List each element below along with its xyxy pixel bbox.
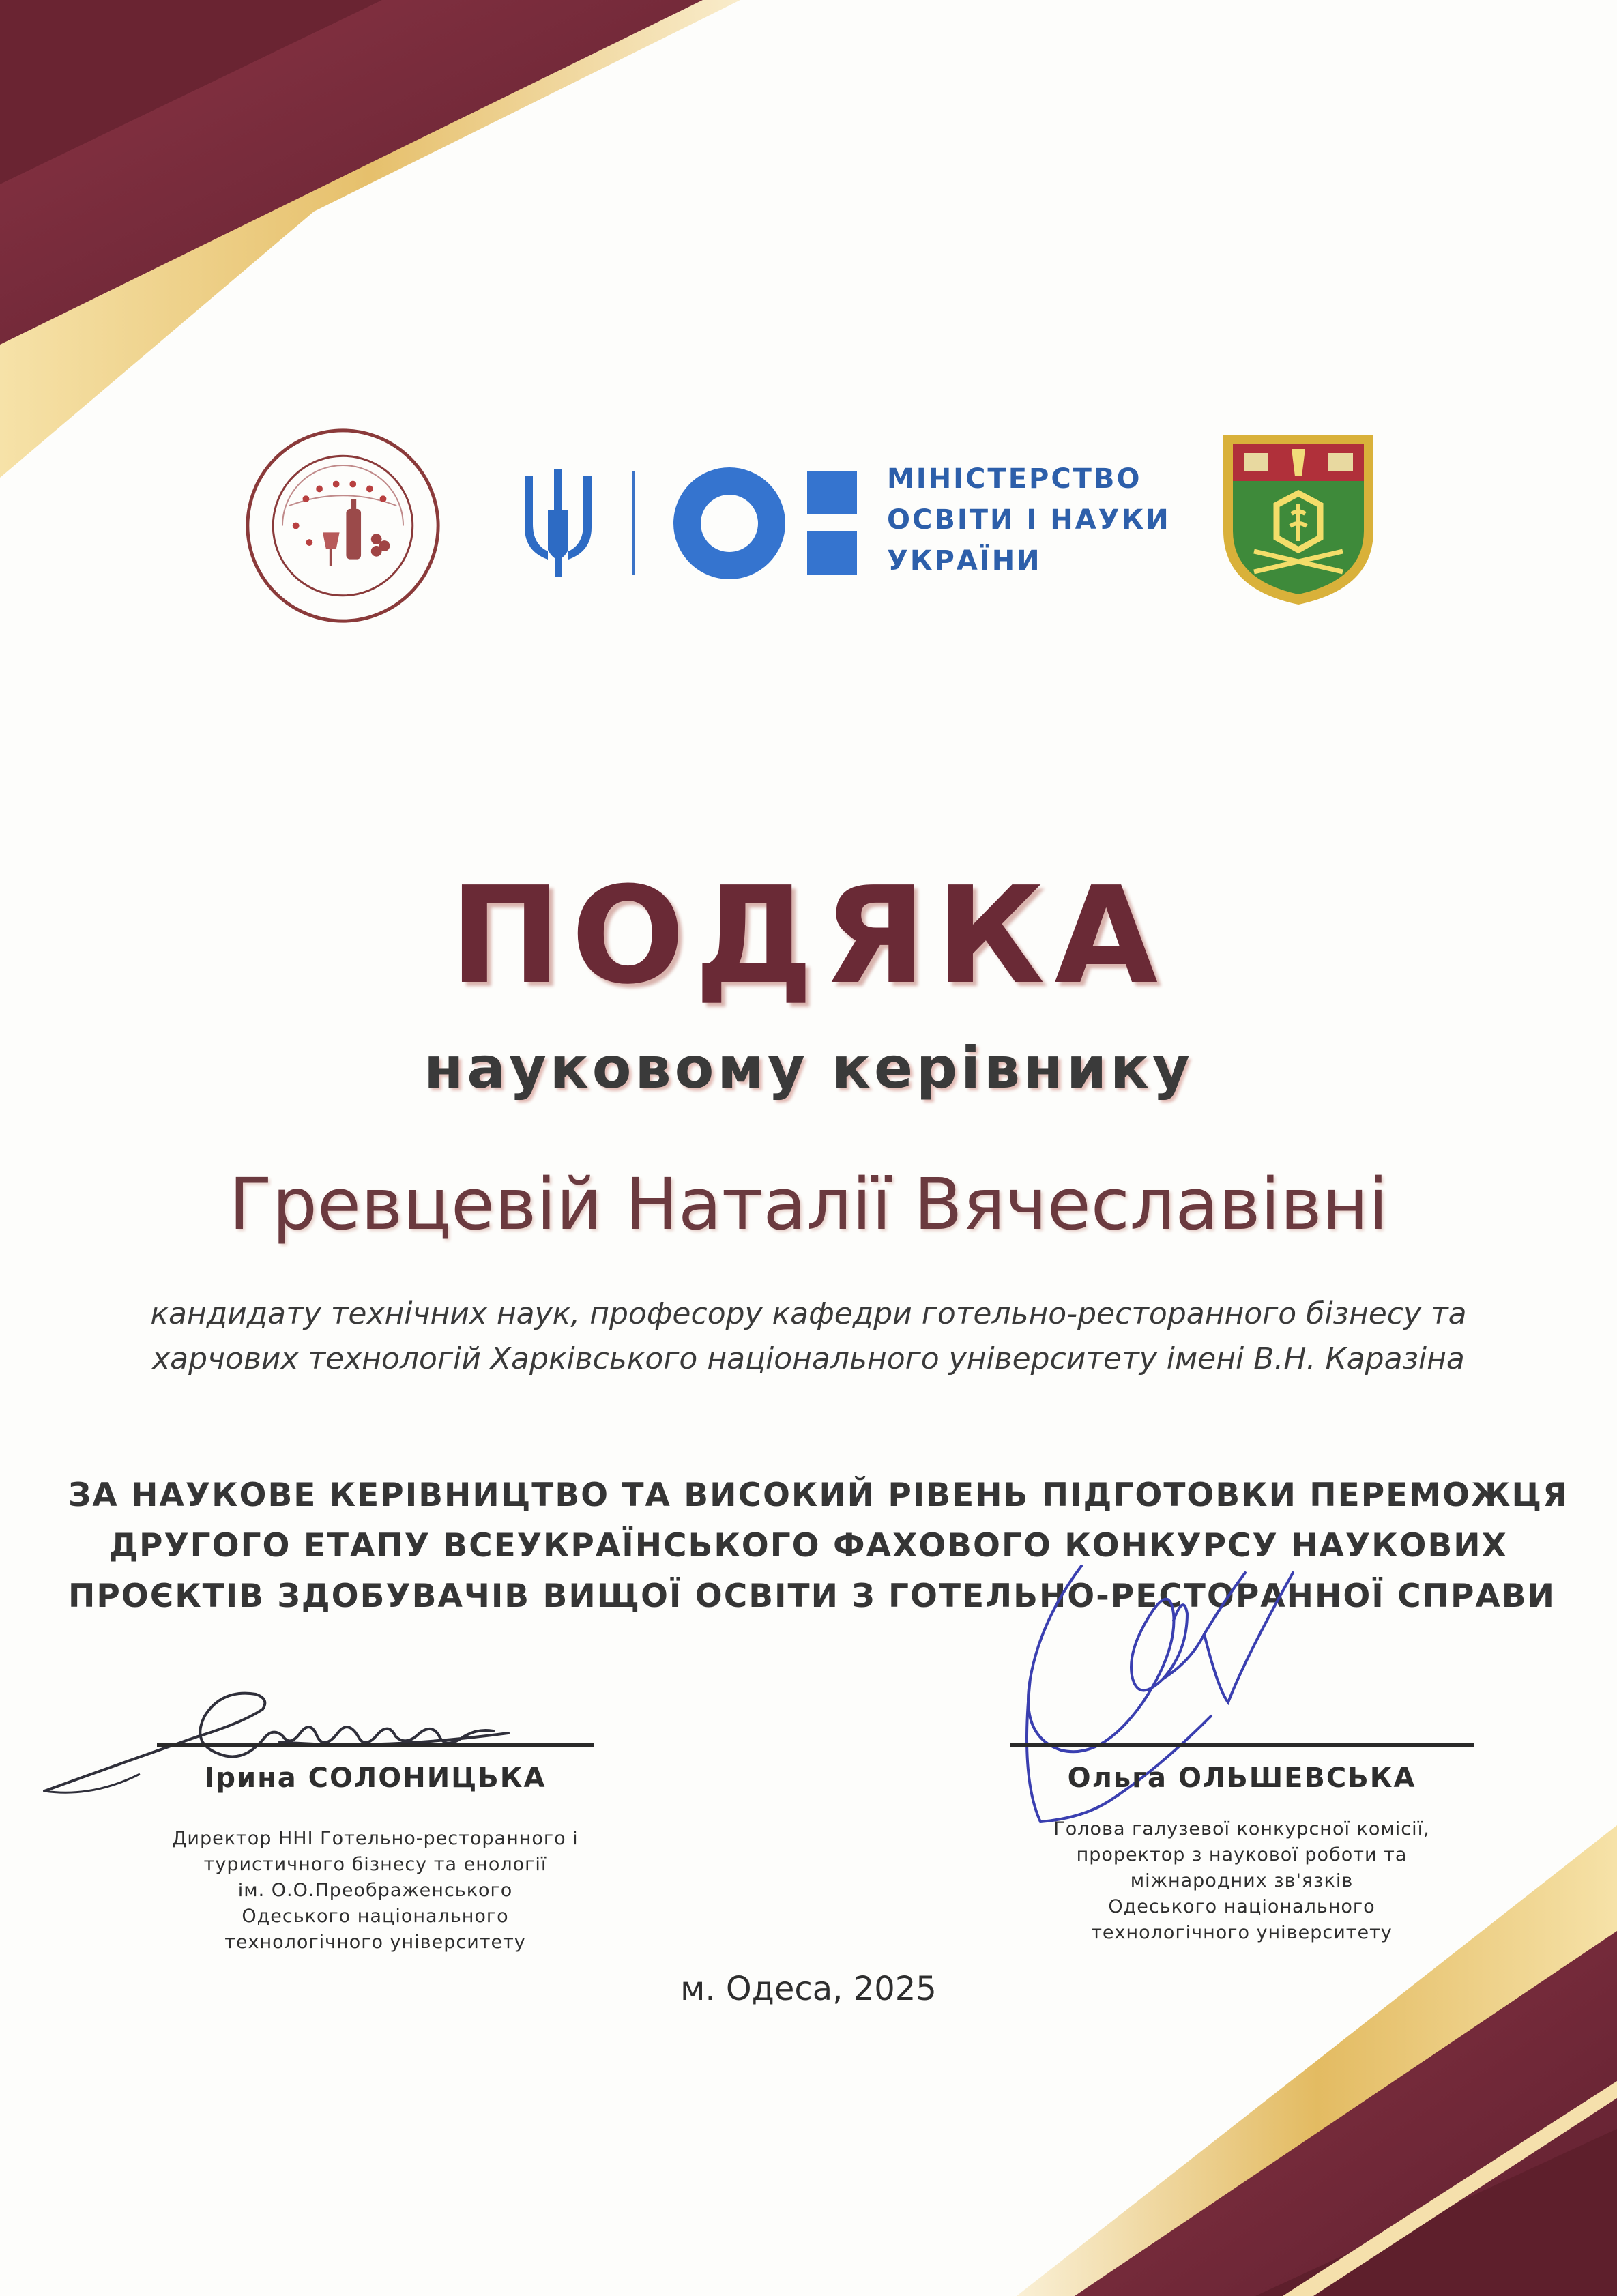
description-line: кандидату технічних наук, професору кафедри готельно-ресторанного бізнесу та [150,1296,1467,1331]
signatory-name: Ольга ОЛЬШЕВСЬКА [1067,1762,1416,1794]
role-line: Директор ННІ Готельно-ресторанного і [172,1828,579,1849]
certificate-title: ПОДЯКА [449,858,1168,1014]
ministry-block-icon [807,471,857,575]
reason-line: ДРУГОГО ЕТАПУ ВСЕУКРАЇНСЬКОГО ФАХОВОГО КОНКУРСУ НАУКОВИХ [109,1527,1508,1565]
award-reason [68,1470,1569,1622]
recipient-name: Гревцевій Наталії Вячеславівні [229,1163,1388,1246]
role-line: туристичного бізнесу та енології [203,1854,547,1875]
ministry-name [887,459,1174,581]
university-coat-of-arms-logo [1217,428,1380,609]
place-and-year: м. Одеса, 2025 [680,1970,937,2008]
signatory-role [1010,1816,1474,1946]
trident-icon [521,469,596,577]
recipient-description [96,1292,1521,1382]
ministry-ring-icon [671,465,787,581]
role-line: ім. О.О.Преображенського [237,1880,513,1901]
reason-line: ЗА НАУКОВЕ КЕРІВНИЦТВО ТА ВИСОКИЙ РІВЕНЬ ПІДГОТОВКИ ПЕРЕМОЖЦЯ [68,1477,1569,1514]
description-line: харчових технологій Харківського національного університету імені В.Н. Каразіна [152,1341,1465,1376]
signatory-role [157,1826,594,1956]
ministry-line: УКРАЇНИ [887,545,1042,577]
ministry-line: МІНІСТЕРСТВО [887,463,1142,495]
certificate-subtitle: науковому керівнику [424,1034,1193,1101]
reason-line: ПРОЄКТІВ ЗДОБУВАЧІВ ВИЩОЇ ОСВІТИ З ГОТЕЛЬНО-РЕСТОРАННОЇ СПРАВИ [68,1578,1556,1615]
signatory-right [1010,1743,1474,1946]
role-line: Голова галузевої конкурсної комісії, [1053,1818,1430,1840]
role-line: технологічного університету [224,1932,526,1953]
institute-seal-logo [242,425,443,626]
role-line: Одеського національного [1108,1896,1375,1917]
signatory-name: Ірина СОЛОНИЦЬКА [204,1762,547,1794]
ministry-line: ОСВІТИ І НАУКИ [887,504,1171,536]
role-line: міжнародних зв'язків [1130,1870,1354,1891]
signature-line [1010,1743,1474,1747]
role-line: Одеського національного [242,1906,509,1927]
ministry-divider [632,471,635,575]
role-line: проректор з наукової роботи та [1076,1844,1408,1865]
role-line: технологічного університету [1091,1922,1393,1943]
signatory-left [157,1743,594,1956]
signature-line [157,1743,594,1747]
